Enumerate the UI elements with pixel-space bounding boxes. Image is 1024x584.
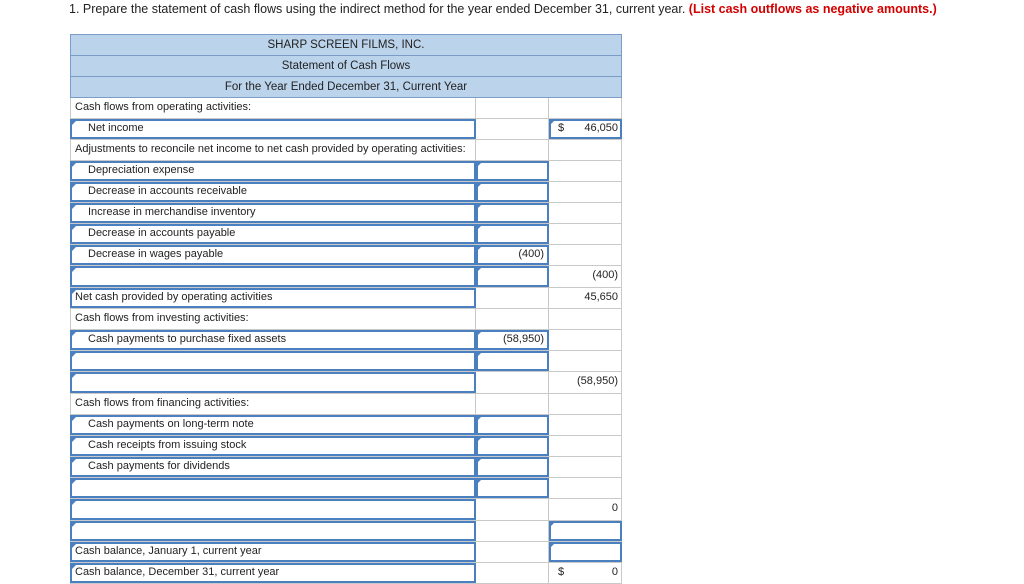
statement-title: Statement of Cash Flows: [71, 56, 621, 77]
total-cell: [549, 161, 622, 181]
amount-input[interactable]: (400): [476, 245, 549, 265]
amount-input[interactable]: [476, 266, 549, 287]
total-value: 45,650: [549, 288, 622, 308]
question-note: (List cash outflows as negative amounts.): [688, 2, 937, 16]
line-item-select[interactable]: Cash balance, January 1, current year: [70, 542, 476, 562]
amount-cell: [476, 140, 549, 160]
table-row: [70, 266, 622, 288]
line-item-select[interactable]: Cash balance, December 31, current year: [70, 563, 476, 583]
table-row: [70, 415, 622, 436]
amount-input[interactable]: [476, 436, 549, 456]
amount-cell: [476, 288, 549, 308]
table-row: [70, 203, 622, 224]
amount-cell: [476, 394, 549, 414]
total-cell: [549, 203, 622, 223]
table-row: [70, 563, 622, 584]
line-item-select[interactable]: [70, 372, 476, 393]
line-item-select[interactable]: Decrease in accounts payable: [70, 224, 476, 244]
table-row: [70, 457, 622, 478]
table-row: [70, 542, 622, 563]
total-value: (400): [549, 266, 622, 287]
table-row: [70, 330, 622, 351]
table-row: [70, 245, 622, 266]
table-row: [70, 521, 622, 542]
line-item-select[interactable]: [70, 351, 476, 371]
table-row: [70, 182, 622, 203]
total-cell: [549, 436, 622, 456]
line-item-select[interactable]: [70, 521, 476, 541]
statement-period: For the Year Ended December 31, Current Year: [71, 77, 621, 98]
total-cell: [549, 182, 622, 202]
table-row: [70, 161, 622, 182]
amount-cell: [476, 309, 549, 329]
table-row: [70, 98, 622, 119]
amount-cell: [476, 372, 549, 393]
section-heading-financing: Cash flows from financing activities:: [70, 394, 476, 414]
table-row: [70, 140, 622, 161]
total-input[interactable]: [549, 542, 622, 562]
amount-input[interactable]: [476, 224, 549, 244]
amount-input[interactable]: [476, 351, 549, 371]
amount-input[interactable]: [476, 161, 549, 181]
amount-input[interactable]: [476, 182, 549, 202]
section-heading-investing: Cash flows from investing activities:: [70, 309, 476, 329]
line-item-select[interactable]: Cash payments for dividends: [70, 457, 476, 477]
total-value: 46,050: [584, 122, 618, 134]
cash-flow-statement: [70, 34, 622, 584]
line-item-select[interactable]: Net cash provided by operating activities: [70, 288, 476, 308]
amount-cell: [476, 98, 549, 118]
statement-header: [70, 34, 622, 98]
line-item-select[interactable]: Cash receipts from issuing stock: [70, 436, 476, 456]
line-item-select[interactable]: Increase in merchandise inventory: [70, 203, 476, 223]
amount-input[interactable]: [476, 478, 549, 498]
amount-input[interactable]: [476, 415, 549, 435]
total-cell: [549, 98, 622, 118]
total-cell: [549, 140, 622, 160]
table-row: [70, 224, 622, 245]
line-item-select[interactable]: Decrease in accounts receivable: [70, 182, 476, 202]
total-cell: [549, 224, 622, 244]
adjustments-heading: Adjustments to reconcile net income to net cash provided by operating activities:: [70, 140, 476, 160]
dollar-sign: $: [558, 566, 565, 578]
total-cell: [549, 330, 622, 350]
line-item-select[interactable]: Cash payments to purchase fixed assets: [70, 330, 476, 350]
amount-input[interactable]: (58,950): [476, 330, 549, 350]
amount-cell: [476, 563, 549, 583]
question-instruction: 1. Prepare the statement of cash flows using the indirect method for the year ended December 31, current year.: [69, 2, 686, 16]
total-cell: [549, 478, 622, 498]
line-item-select[interactable]: [70, 478, 476, 498]
table-row: [70, 119, 622, 140]
table-row: [70, 309, 622, 330]
total-value: 0: [549, 499, 622, 520]
amount-input[interactable]: [476, 203, 549, 223]
table-row: [70, 288, 622, 309]
line-item-select[interactable]: [70, 499, 476, 520]
amount-input[interactable]: [476, 457, 549, 477]
total-input[interactable]: [549, 119, 622, 139]
total-cell: [549, 563, 622, 583]
table-row: [70, 478, 622, 499]
amount-cell: [476, 521, 549, 541]
table-row: [70, 372, 622, 394]
company-name: SHARP SCREEN FILMS, INC.: [71, 35, 621, 56]
amount-cell: [476, 542, 549, 562]
section-heading-operating: Cash flows from operating activities:: [70, 98, 476, 118]
table-row: [70, 351, 622, 372]
line-item-select[interactable]: Cash payments on long-term note: [70, 415, 476, 435]
total-cell: [549, 351, 622, 371]
line-item-select[interactable]: Depreciation expense: [70, 161, 476, 181]
line-item-select[interactable]: Decrease in wages payable: [70, 245, 476, 265]
table-row: [70, 436, 622, 457]
table-row: [70, 394, 622, 415]
total-cell: [549, 394, 622, 414]
amount-cell: [476, 119, 549, 139]
amount-cell: [476, 499, 549, 520]
question-text: [69, 2, 937, 16]
total-cell: [549, 245, 622, 265]
total-value: (58,950): [549, 372, 622, 393]
total-cell: [549, 457, 622, 477]
total-cell: [549, 415, 622, 435]
line-item-select[interactable]: [70, 266, 476, 287]
dollar-sign: $: [558, 122, 565, 134]
total-input[interactable]: [549, 521, 622, 541]
total-value: 0: [611, 566, 618, 578]
total-cell: [549, 309, 622, 329]
line-item-select[interactable]: Net income: [70, 119, 476, 139]
table-row: [70, 499, 622, 521]
